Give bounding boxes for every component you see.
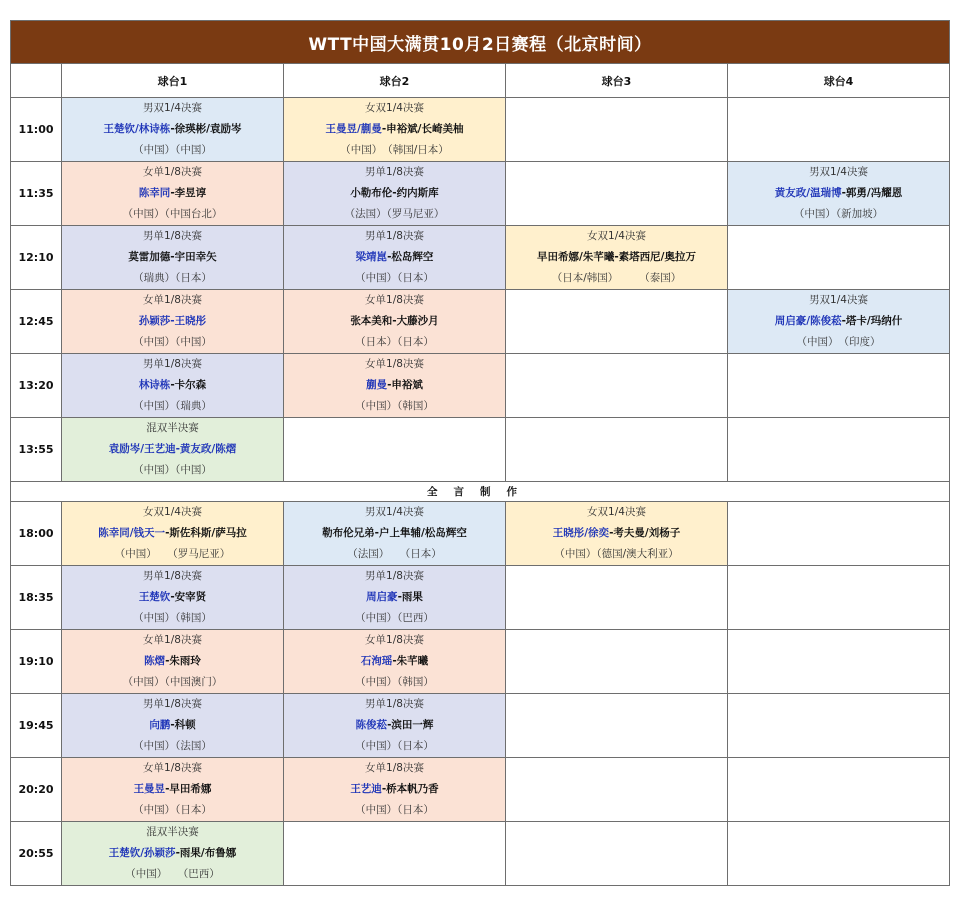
match-players (284, 247, 505, 268)
match-event: 男单1/8决赛 (143, 570, 202, 582)
page-title: WTT中国大满贯10月2日赛程（北京时间） (11, 21, 950, 64)
match-cell (506, 502, 728, 566)
schedule-body (11, 98, 950, 886)
table-row (11, 226, 950, 290)
opponent-players: -滨田一辉 (387, 719, 434, 731)
match-event: 女双1/4决赛 (587, 230, 646, 242)
chinese-players: 王楚钦 (138, 591, 171, 603)
table-row (11, 290, 950, 354)
match-nations: （中国） （韩国/日本） (340, 144, 449, 156)
empty-cell (728, 226, 950, 290)
match-nations: （中国）（日本） (133, 804, 212, 816)
opponent-players: -郭勇/冯耀恩 (841, 187, 903, 199)
match-cell (284, 758, 506, 822)
table-row (11, 418, 950, 482)
time-slot: 13:20 (11, 354, 62, 418)
match-cell (284, 354, 506, 418)
match-players (728, 183, 949, 204)
match-nations: （法国） （日本） (347, 548, 442, 560)
match-event: 女单1/8决赛 (365, 762, 424, 774)
match-cell (62, 98, 284, 162)
match-nations: （中国）（中国台北） (122, 208, 223, 220)
empty-cell (728, 98, 950, 162)
opponent-players: 早田希娜/朱芊曦-素塔西尼/奥拉万 (536, 251, 697, 263)
schedule-table (10, 20, 950, 886)
match-event: 女单1/8决赛 (143, 166, 202, 178)
opponent-players: -朱雨玲 (165, 655, 201, 667)
match-nations: （中国）（巴西） (355, 612, 434, 624)
match-event: 女单1/8决赛 (143, 762, 202, 774)
chinese-players: 王楚钦/孙颖莎 (108, 847, 176, 859)
match-event: 女双1/4决赛 (365, 102, 424, 114)
match-players (62, 247, 283, 268)
time-slot: 19:45 (11, 694, 62, 758)
match-cell (284, 694, 506, 758)
match-players (284, 779, 505, 800)
match-nations: （中国）（韩国） (133, 612, 212, 624)
time-slot: 11:35 (11, 162, 62, 226)
match-nations: （瑞典）（日本） (133, 272, 212, 284)
match-players (284, 375, 505, 396)
opponent-players: -安宰贤 (170, 591, 207, 603)
time-slot: 20:55 (11, 822, 62, 886)
chinese-players: 孙颖莎-王晓彤 (138, 315, 207, 327)
opponent-players: 张本美和-大藤沙月 (350, 315, 439, 327)
match-players (62, 119, 283, 140)
match-nations: （中国）（德国/澳大利亚） (554, 548, 679, 560)
match-event: 男单1/8决赛 (143, 358, 202, 370)
table-row (11, 630, 950, 694)
match-nations: （中国）（中国） (133, 144, 212, 156)
header-time (11, 64, 62, 98)
empty-cell (506, 98, 728, 162)
chinese-players: 林诗栋 (138, 379, 171, 391)
match-players (506, 523, 727, 544)
empty-cell (284, 822, 506, 886)
match-cell (62, 694, 284, 758)
match-event: 女双1/4决赛 (587, 506, 646, 518)
match-nations: （中国）（中国） (133, 464, 212, 476)
match-event: 混双半决赛 (146, 422, 199, 434)
empty-cell (728, 502, 950, 566)
empty-cell (728, 822, 950, 886)
match-players (284, 523, 505, 544)
match-event: 男双1/4决赛 (365, 506, 424, 518)
chinese-players: 石洵瑶 (360, 655, 393, 667)
header-table-2: 球台2 (284, 64, 506, 98)
match-cell (62, 226, 284, 290)
chinese-players: 陈俊菘 (355, 719, 388, 731)
match-nations: （法国）（罗马尼亚） (344, 208, 445, 220)
match-cell (284, 290, 506, 354)
opponent-players: -斯佐科斯/萨马拉 (165, 527, 247, 539)
match-event: 女单1/8决赛 (143, 634, 202, 646)
match-nations: （中国）（日本） (355, 740, 434, 752)
match-event: 男单1/8决赛 (143, 698, 202, 710)
opponent-players: -申裕斌 (387, 379, 423, 391)
match-players (284, 651, 505, 672)
match-event: 女单1/8决赛 (143, 294, 202, 306)
chinese-players: 袁励岑/王艺迪-黄友政/陈熠 (108, 443, 237, 455)
match-event: 男单1/8决赛 (143, 230, 202, 242)
match-nations: （中国） （巴西） (125, 868, 220, 880)
empty-cell (728, 758, 950, 822)
header-table-1: 球台1 (62, 64, 284, 98)
chinese-players: 黄友政/温瑞博 (774, 187, 842, 199)
empty-cell (728, 354, 950, 418)
match-cell (62, 822, 284, 886)
table-row (11, 162, 950, 226)
match-players (284, 587, 505, 608)
opponent-players: 莫雷加德-宇田幸矢 (128, 251, 217, 263)
opponent-players: -朱芊曦 (392, 655, 429, 667)
empty-cell (506, 354, 728, 418)
opponent-players: 勒布伦兄弟-户上隼辅/松岛辉空 (322, 527, 467, 539)
match-cell (62, 502, 284, 566)
empty-cell (506, 630, 728, 694)
match-players (284, 311, 505, 332)
opponent-players: -早田希娜 (165, 783, 212, 795)
time-slot: 11:00 (11, 98, 62, 162)
match-event: 男单1/8决赛 (365, 166, 424, 178)
chinese-players: 陈幸同/钱天一 (98, 527, 166, 539)
empty-cell (284, 418, 506, 482)
match-nations: （中国）（日本） (355, 272, 434, 284)
match-nations: （中国） （罗马尼亚） (114, 548, 231, 560)
divider-row (11, 482, 950, 502)
match-players (62, 375, 283, 396)
chinese-players: 王楚钦/林诗栋 (103, 123, 171, 135)
empty-cell (506, 758, 728, 822)
match-event: 女双1/4决赛 (143, 506, 202, 518)
empty-cell (728, 630, 950, 694)
match-event: 男双1/4决赛 (809, 294, 868, 306)
empty-cell (506, 822, 728, 886)
opponent-players: -松岛辉空 (387, 251, 434, 263)
opponent-players: -李昱谆 (170, 187, 207, 199)
match-players (62, 523, 283, 544)
time-slot: 18:35 (11, 566, 62, 630)
match-nations: （日本/韩国） （泰国） (551, 272, 682, 284)
match-nations: （中国）（法国） (133, 740, 212, 752)
match-cell (62, 418, 284, 482)
opponent-players: -雨果/布鲁娜 (175, 847, 237, 859)
chinese-players: 王晓彤/徐奕 (552, 527, 610, 539)
chinese-players: 陈熠 (144, 655, 166, 667)
match-nations: （中国）（韩国） (355, 676, 434, 688)
empty-cell (506, 566, 728, 630)
match-cell (728, 162, 950, 226)
chinese-players: 周启豪/陈俊菘 (774, 315, 842, 327)
match-players (62, 843, 283, 864)
time-slot: 12:10 (11, 226, 62, 290)
chinese-players: 梁靖崑 (355, 251, 388, 263)
chinese-players: 王曼昱/蒯曼 (325, 123, 382, 135)
empty-cell (506, 418, 728, 482)
empty-cell (728, 418, 950, 482)
table-header-row (11, 64, 950, 98)
match-cell (284, 502, 506, 566)
opponent-players: -科顿 (170, 719, 196, 731)
chinese-players: 向鹏 (149, 719, 171, 731)
match-cell (284, 226, 506, 290)
time-slot: 12:45 (11, 290, 62, 354)
match-nations: （中国）（中国澳门） (122, 676, 223, 688)
match-event: 男单1/8决赛 (365, 570, 424, 582)
table-row (11, 758, 950, 822)
match-event: 混双半决赛 (146, 826, 199, 838)
match-cell (284, 162, 506, 226)
match-players (62, 715, 283, 736)
match-cell (728, 290, 950, 354)
table-row (11, 822, 950, 886)
schedule-sheet (10, 20, 949, 886)
chinese-players: 周启豪 (366, 591, 398, 603)
table-row (11, 566, 950, 630)
match-nations: （中国）（韩国） (355, 400, 434, 412)
empty-cell (506, 290, 728, 354)
match-nations: （中国）（中国） (133, 336, 212, 348)
match-event: 男双1/4决赛 (809, 166, 868, 178)
empty-cell (506, 694, 728, 758)
opponent-players: 小勒布伦-约内斯库 (350, 187, 439, 199)
match-event: 女单1/8决赛 (365, 294, 424, 306)
match-nations: （中国）（日本） (355, 804, 434, 816)
empty-cell (728, 694, 950, 758)
match-cell (62, 354, 284, 418)
match-nations: （中国）（新加坡） (793, 208, 884, 220)
time-slot: 20:20 (11, 758, 62, 822)
opponent-players: -考夫曼/刘杨子 (609, 527, 681, 539)
match-cell (506, 226, 728, 290)
chinese-players: 蒯曼 (366, 379, 388, 391)
match-players (62, 587, 283, 608)
table-row (11, 354, 950, 418)
match-players (62, 439, 283, 460)
empty-cell (728, 566, 950, 630)
match-nations: （日本）（日本） (355, 336, 434, 348)
match-event: 男单1/8决赛 (365, 230, 424, 242)
time-slot: 19:10 (11, 630, 62, 694)
match-nations: （中国）（瑞典） (133, 400, 212, 412)
match-players (62, 651, 283, 672)
match-event: 女单1/8决赛 (365, 634, 424, 646)
match-cell (284, 566, 506, 630)
opponent-players: -卡尔森 (170, 379, 207, 391)
match-cell (284, 630, 506, 694)
match-players (62, 779, 283, 800)
credit-divider: 全言制作 (11, 482, 950, 502)
match-event: 女单1/8决赛 (365, 358, 424, 370)
opponent-players: -桥本帆乃香 (381, 783, 439, 795)
match-players (506, 247, 727, 268)
table-row (11, 98, 950, 162)
table-row (11, 694, 950, 758)
match-cell (62, 758, 284, 822)
time-slot: 13:55 (11, 418, 62, 482)
chinese-players: 陈幸同 (138, 187, 171, 199)
table-row (11, 502, 950, 566)
opponent-players: -申裕斌/长崎美柚 (381, 123, 464, 135)
match-players (284, 119, 505, 140)
match-cell (62, 290, 284, 354)
chinese-players: 王艺迪 (350, 783, 382, 795)
chinese-players: 王曼昱 (133, 783, 166, 795)
opponent-players: -塔卡/玛纳什 (841, 315, 903, 327)
time-slot: 18:00 (11, 502, 62, 566)
opponent-players: -徐瑛彬/袁励岑 (170, 123, 242, 135)
header-table-3: 球台3 (506, 64, 728, 98)
match-nations: （中国） （印度） (796, 336, 881, 348)
match-cell (284, 98, 506, 162)
empty-cell (506, 162, 728, 226)
match-players (62, 183, 283, 204)
match-cell (62, 162, 284, 226)
match-players (284, 715, 505, 736)
match-players (284, 183, 505, 204)
match-event: 男双1/4决赛 (143, 102, 202, 114)
match-event: 男单1/8决赛 (365, 698, 424, 710)
header-table-4: 球台4 (728, 64, 950, 98)
match-cell (62, 630, 284, 694)
match-players (728, 311, 949, 332)
match-cell (62, 566, 284, 630)
match-players (62, 311, 283, 332)
opponent-players: -雨果 (397, 591, 423, 603)
